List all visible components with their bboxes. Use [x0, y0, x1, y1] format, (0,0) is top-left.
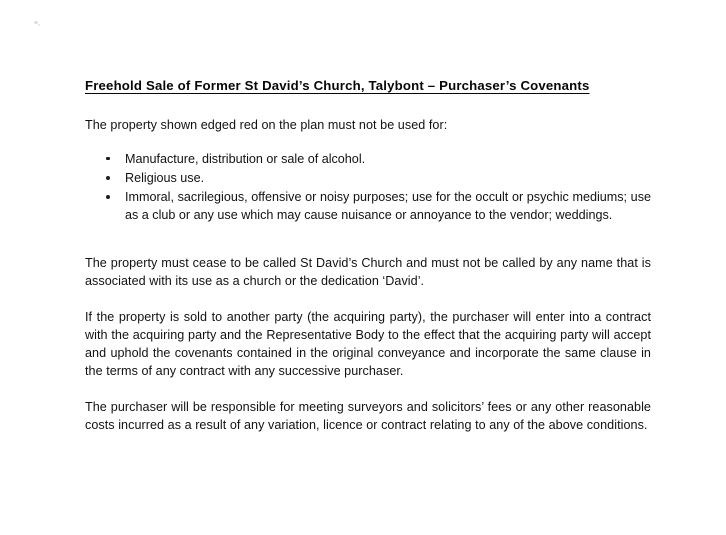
list-item — [85, 188, 651, 224]
list-item — [85, 150, 651, 168]
bullet-dot-icon — [106, 195, 110, 199]
bullet-dot-icon — [106, 157, 110, 160]
paragraph-spacer — [85, 290, 651, 308]
covenant-paragraph-costs: The purchaser will be responsible for meeting surveyors and solicitors’ fees or any other reasonable costs incurred as a result of any variation, licence or contract relating to any of the above conditions. — [85, 400, 651, 432]
lead-paragraph: The property shown edged red on the plan must not be used for: — [85, 118, 448, 132]
scan-speck-secondary-icon — [38, 24, 40, 26]
paragraph-spacer — [85, 380, 651, 398]
covenant-paragraph-name: The property must cease to be called St David’s Church and must not be called by any name that is associated with its use as a church or the dedication ‘David’. — [85, 256, 651, 288]
list-item-text: Immoral, sacrilegious, offensive or noisy purposes; use for the occult or psychic mediums; use as a club or any use which may cause nuisance or annoyance to the vendor; weddings. — [125, 190, 651, 222]
list-item-text: Manufacture, distribution or sale of alcohol. — [125, 152, 366, 166]
bullet-dot-icon — [106, 176, 110, 180]
paragraph-spacer — [85, 238, 651, 254]
list-item — [85, 169, 651, 187]
document-title: Freehold Sale of Former St David’s Church, Talybont – Purchaser’s Covenants — [85, 78, 590, 93]
document-body — [85, 78, 651, 434]
list-item-text: Religious use. — [125, 171, 205, 185]
covenant-paragraph-onward-sale: If the property is sold to another party (the acquiring party), the purchaser will enter into a contract with the acquiring party and the Representative Body to the effect that the acquiring party will accept and uphold the covenants contained in the original conveyance and incorporate the same clause in the terms of any contract with any successive purchaser. — [85, 310, 651, 378]
prohibited-uses-list — [85, 150, 651, 224]
